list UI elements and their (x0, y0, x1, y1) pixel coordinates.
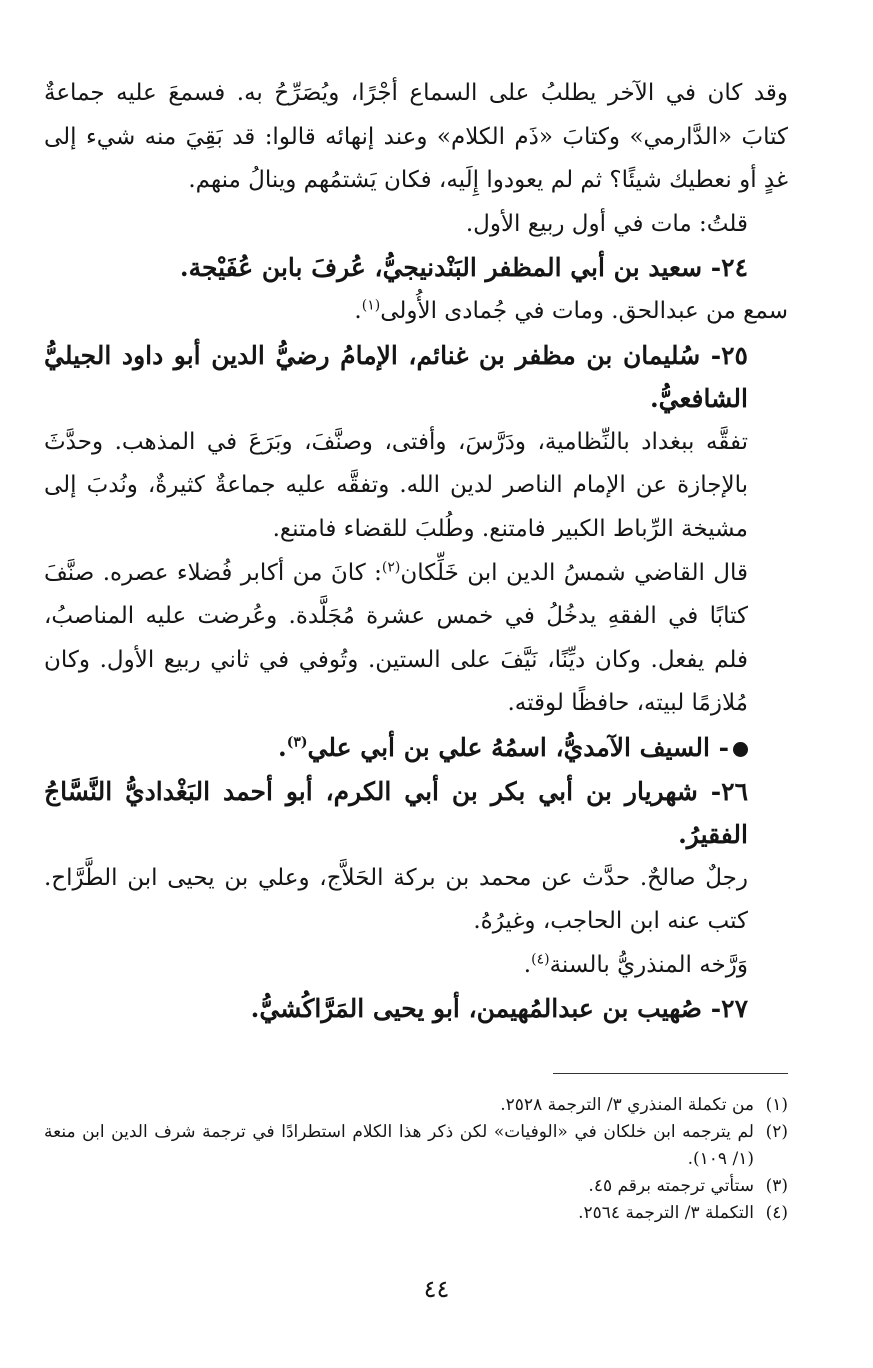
footnote-number: (١) (765, 1095, 788, 1115)
footnotes (44, 1092, 788, 1227)
footnote-ref-3: (٣) (286, 734, 308, 751)
entry-end: . (278, 732, 287, 762)
footnote-1 (44, 1092, 788, 1119)
footnote-text: لم يترجمه ابن خلكان في «الوفيات» لكن ذكر هذا الكلام استطرادًا في ترجمة شرف الدين ابن منعة (١/ ١٠٩). (44, 1122, 754, 1169)
paragraph-1: وقد كان في الآخر يطلبُ على السماع أجْرًا، ويُصَرِّحُ به. فسمعَ عليه جماعةٌ كتابَ «الدَّارمي» وكتابَ «ذَم الكلام» وعند إنهائه قالوا: قد بَقِيَ منه شيء إلى غدٍ أو نعطيك شيئًا؟ ثم لم يعودوا إِلَيه، فكان يَشتمُهم وينالُ منهم. (44, 80, 788, 194)
footnote-4 (44, 1200, 788, 1227)
entry-26-heading (44, 770, 788, 857)
entry-number: ٢٥- (710, 340, 748, 370)
entry-title: شهريار بن أبي بكر بن أبي الكرم، أبو أحمد البَغْداديُّ النَّسَّاجُ الفقيرُ. (44, 776, 748, 850)
footnote-text: ستأتي ترجمته برقم ٤٥. (588, 1176, 754, 1196)
paragraph-end: . (354, 297, 362, 324)
entry-title: صُهيب بن عبدالمُهيمن، أبو يحيى المَرَّاكُشيُّ. (250, 994, 703, 1024)
footnote-divider (553, 1073, 788, 1074)
paragraph-2: قلتُ: مات في أول ربيع الأول. (465, 210, 748, 237)
entry-title: سُليمان بن مظفر بن غنائم، الإمامُ رضيُّ الدين أبو داود الجيليُّ الشافعيُّ. (44, 340, 748, 414)
paragraph-6: رجلٌ صالحٌ. حدَّث عن محمد بن بركة الحَلاَّج، وعلي بن يحيى ابن الطَّرَّاح. كتب عنه ابن الحاجب، وغيرُهُ. (44, 864, 748, 935)
footnote-2 (44, 1119, 788, 1173)
entry-24-heading (44, 246, 788, 290)
paragraph-end: . (523, 951, 532, 978)
paragraph-7 (44, 944, 788, 988)
main-text (44, 72, 788, 1031)
footnote-text: من تكملة المنذري ٣/ الترجمة ٢٥٢٨. (500, 1095, 754, 1115)
entry-27-heading (44, 987, 788, 1031)
footnote-3 (44, 1173, 788, 1200)
paragraph-4: تفقَّه ببغداد بالنِّظامية، ودَرَّسَ، وأفتى، وصنَّفَ، وبَرَعَ في المذهب. وحدَّثَ بالإجازة عن الإمام الناصر لدين الله. وتفقَّه عليه جماعةٌ كثيرةٌ، ونُدبَ إلى مشيخة الرِّباط الكبير فامتنع. وطُلبَ للقضاء فامتنع. (44, 428, 748, 542)
footnote-text: التكملة ٣/ الترجمة ٢٥٦٤. (578, 1203, 754, 1223)
footnote-ref-2: (٢) (381, 558, 401, 575)
paragraph-text: سمع من عبدالحق. ومات في جُمادى الأُولى (380, 297, 788, 324)
sayf-amidi-heading (44, 726, 788, 770)
footnote-ref-4: (٤) (531, 951, 550, 968)
bullet-icon (733, 742, 748, 757)
footnote-number: (٤) (765, 1203, 788, 1223)
entry-number: ٢٦- (710, 776, 748, 806)
footnote-ref-1: (١) (361, 297, 381, 314)
paragraph-text: قال القاضي شمسُ الدين ابن خَلِّكان (400, 559, 748, 586)
footnote-number: (٣) (765, 1176, 788, 1196)
entry-number: ٢٧- (710, 994, 748, 1024)
entry-title: - السيف الآمديُّ، اسمُهُ علي بن أبي علي (307, 732, 729, 762)
entry-number: ٢٤- (710, 253, 748, 283)
paragraph-3 (44, 290, 788, 334)
entry-25-heading (44, 334, 788, 421)
paragraph-text: وَرَّخه المنذريُّ بالسنة (549, 951, 748, 978)
paragraph-text-cont: : كانَ من أكابر فُضلاء عصره. صنَّفَ كتابًا في الفقهِ يدخُلُ في خمس عشرة مُجَلَّدة. وعُرضت عليه المناصبُ، فلم يفعل. وكان ديِّنًا، نَيَّفَ على الستين. وتُوفي في ثاني ربيع الأول. وكان مُلازمًا لبيته، حافظًا لوقته. (44, 559, 748, 717)
paragraph-5 (44, 552, 788, 726)
entry-title: سعيد بن أبي المظفر البَنْدنيجيُّ، عُرفَ بابن عُفَيْجة. (179, 253, 703, 283)
footnote-number: (٢) (765, 1122, 788, 1142)
page-number: ٤٤ (423, 1275, 450, 1303)
